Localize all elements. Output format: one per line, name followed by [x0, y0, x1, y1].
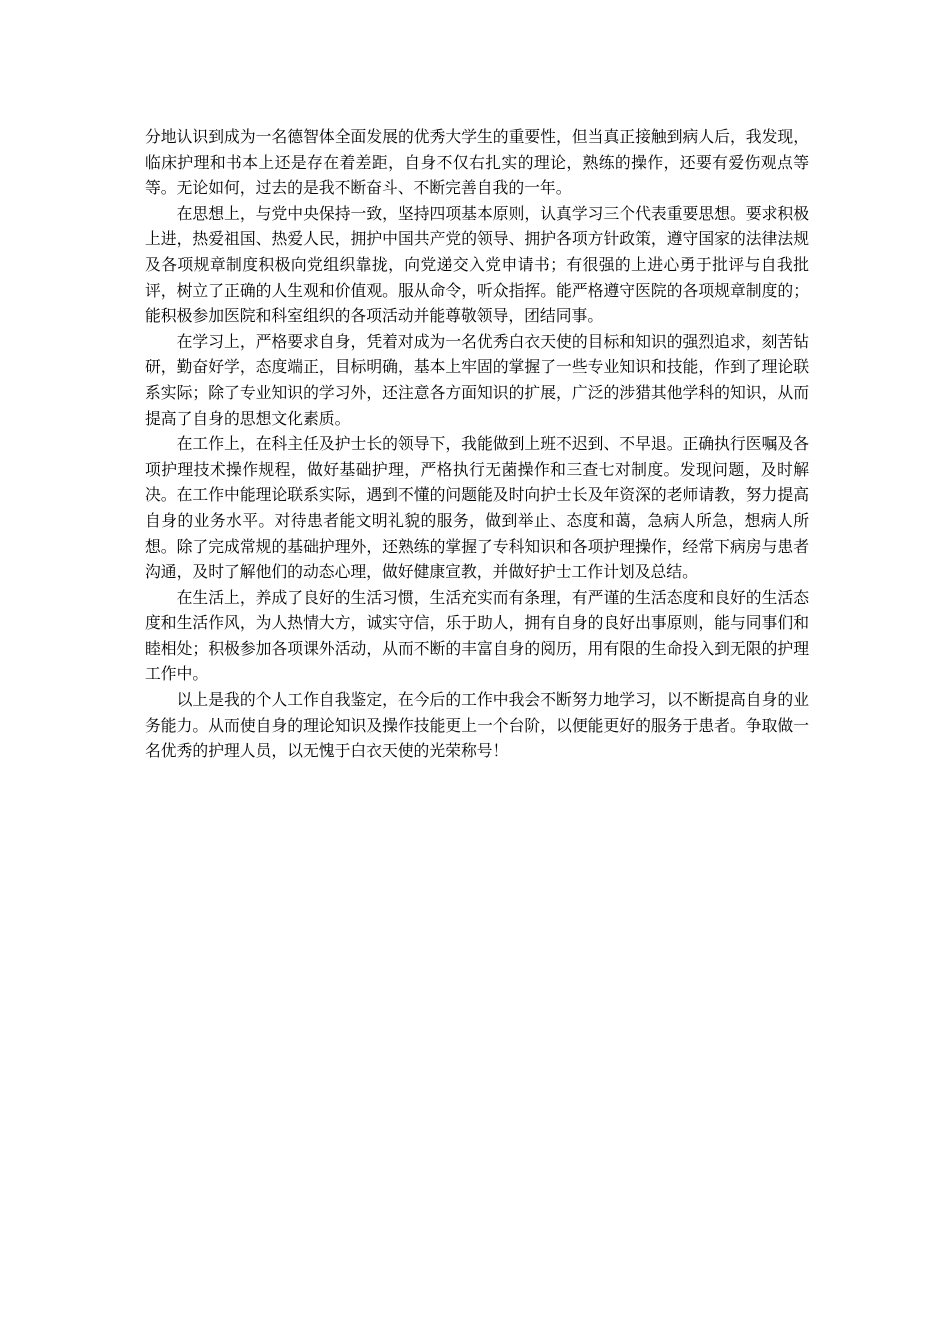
paragraph-work: 在工作上，在科主任及护士长的领导下，我能做到上班不迟到、不早退。正确执行医嘱及各项护理技术操作规程，做好基础护理，严格执行无菌操作和三查七对制度。发现问题，及时解决。在工作中能理论联系实际，遇到不懂的问题能及时向护士长及年资深的老师请教，努力提高自身的业务水平。对待患者能文明礼貌的服务，做到举止、态度和蔼，急病人所急，想病人所想。除了完成常规的基础护理外，还熟练的掌握了专科知识和各项护理操作，经常下病房与患者沟通，及时了解他们的动态心理，做好健康宣教，并做好护士工作计划及总结。	[145, 434, 809, 582]
paragraph-ideology: 在思想上，与党中央保持一致，坚持四项基本原则，认真学习三个代表重要思想。要求积极上进，热爱祖国、热爱人民，拥护中国共产党的领导、拥护各项方针政策，遵守国家的法律法规及各项规章制度积极向党组织靠拢，向党递交入党申请书；有很强的上进心勇于批评与自我批评，树立了正确的人生观和价值观。服从命令，听众指挥。能严格遵守医院的各项规章制度的；能积极参加医院和科室组织的各项活动并能尊敬领导，团结同事。	[145, 203, 809, 326]
document-body	[145, 124, 809, 764]
paragraph-life: 在生活上，养成了良好的生活习惯，生活充实而有条理，有严谨的生活态度和良好的生活态度和生活作风，为人热情大方，诚实守信，乐于助人，拥有自身的良好出事原则，能与同事们和睦相处；积极参加各项课外活动，从而不断的丰富自身的阅历，用有限的生命投入到无限的护理工作中。	[145, 587, 809, 684]
paragraph-study: 在学习上，严格要求自身，凭着对成为一名优秀白衣天使的目标和知识的强烈追求，刻苦钻研，勤奋好学，态度端正，目标明确，基本上牢固的掌握了一些专业知识和技能，作到了理论联系实际；除了专业知识的学习外，还注意各方面知识的扩展，广泛的涉猎其他学科的知识，从而提高了自身的思想文化素质。	[145, 331, 809, 428]
paragraph-continuation: 分地认识到成为一名德智体全面发展的优秀大学生的重要性，但当真正接触到病人后，我发现，临床护理和书本上还是存在着差距，自身不仅右扎实的理论，熟练的操作，还要有爱伤观点等等。无论如何，过去的是我不断奋斗、不断完善自我的一年。	[145, 127, 809, 198]
paragraph-conclusion: 以上是我的个人工作自我鉴定，在今后的工作中我会不断努力地学习，以不断提高自身的业务能力。从而使自身的理论知识及操作技能更上一个台阶，以便能更好的服务于患者。争取做一名优秀的护理人员，以无愧于白衣天使的光荣称号！	[145, 690, 809, 761]
